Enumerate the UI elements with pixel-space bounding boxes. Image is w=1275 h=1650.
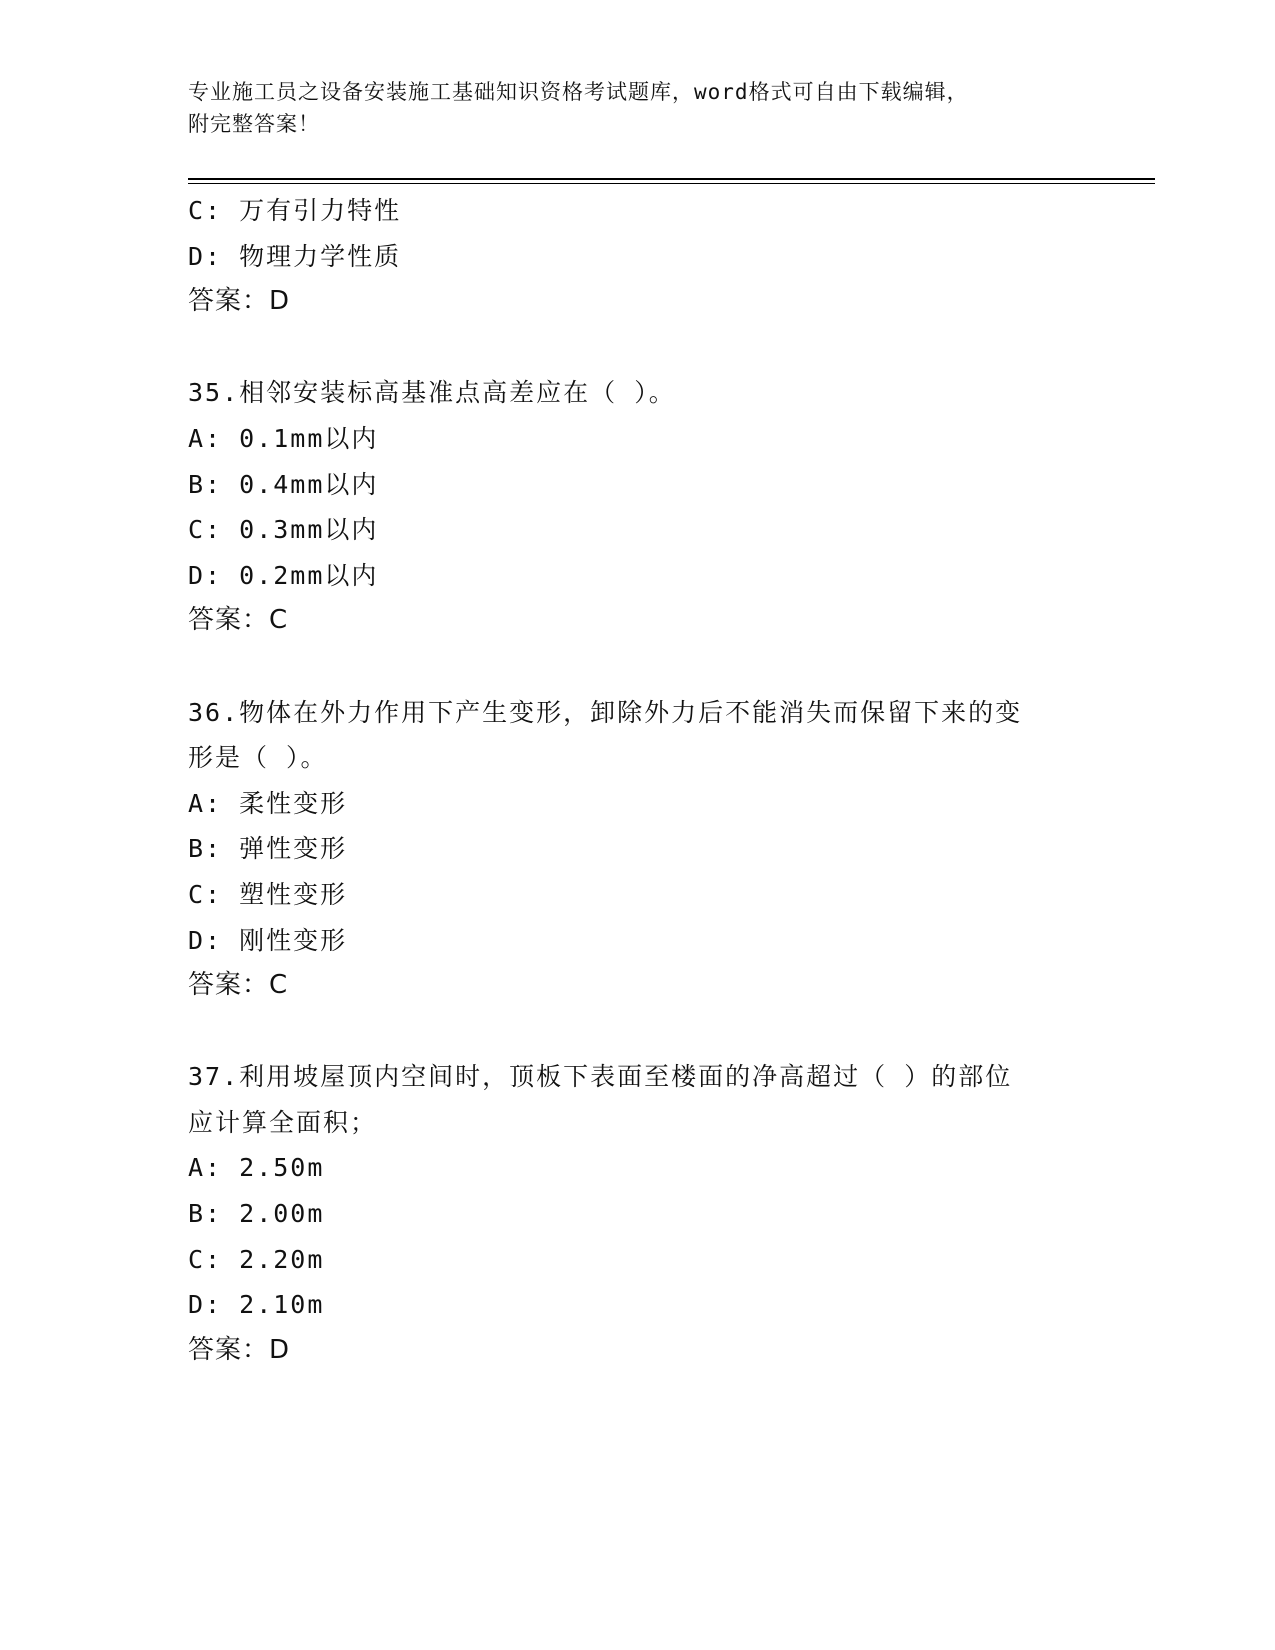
q37-option-b: B: 2.00m	[188, 1199, 325, 1229]
q35-option-a: A: 0.1mm以内	[188, 423, 379, 453]
q37-answer: 答案：D	[188, 1334, 291, 1365]
question-spacer	[188, 644, 1088, 690]
q36-stem-line-2: 形是（ ）。	[188, 743, 328, 773]
q36-option-a: A: 柔性变形	[188, 788, 348, 818]
q36-option-b: B: 弹性变形	[188, 834, 348, 864]
q35-option-b: B: 0.4mm以内	[188, 469, 379, 499]
q37-option-c: C: 2.20m	[188, 1244, 325, 1274]
q37-stem-line-1: 37.利用坡屋顶内空间时，顶板下表面至楼面的净高超过（ ）的部位	[188, 1062, 1013, 1092]
question-37	[188, 1054, 1088, 1373]
header-divider-thin	[188, 183, 1155, 184]
question-spacer	[188, 325, 1088, 371]
q35-answer: 答案：C	[188, 605, 289, 636]
document-header	[188, 76, 1068, 140]
q35-option-c: C: 0.3mm以内	[188, 515, 379, 545]
q37-option-a: A: 2.50m	[188, 1153, 325, 1183]
q34-option-c: C: 万有引力特性	[188, 196, 402, 225]
q36-option-c: C: 塑性变形	[188, 879, 348, 909]
question-list	[188, 188, 1088, 1373]
q34-option-d: D: 物理力学性质	[188, 241, 402, 271]
question-34-tail	[188, 188, 1088, 325]
q37-option-d: D: 2.10m	[188, 1290, 325, 1320]
q35-option-d: D: 0.2mm以内	[188, 560, 379, 590]
header-title-line-2: 附完整答案！	[188, 112, 320, 136]
header-title-line-1: 专业施工员之设备安装施工基础知识资格考试题库，word格式可自由下载编辑，	[188, 80, 969, 104]
q36-stem-line-1: 36.物体在外力作用下产生变形，卸除外力后不能消失而保留下来的变	[188, 697, 1023, 727]
question-36	[188, 690, 1088, 1009]
question-35	[188, 370, 1088, 644]
q34-answer: 答案：D	[188, 286, 291, 317]
q37-stem-line-2: 应计算全面积；	[188, 1107, 378, 1137]
q36-option-d: D: 刚性变形	[188, 925, 348, 955]
q36-answer: 答案：C	[188, 970, 289, 1001]
question-spacer	[188, 1009, 1088, 1055]
header-divider-thick	[188, 178, 1155, 180]
q35-stem: 35.相邻安装标高基准点高差应在（ ）。	[188, 378, 676, 408]
